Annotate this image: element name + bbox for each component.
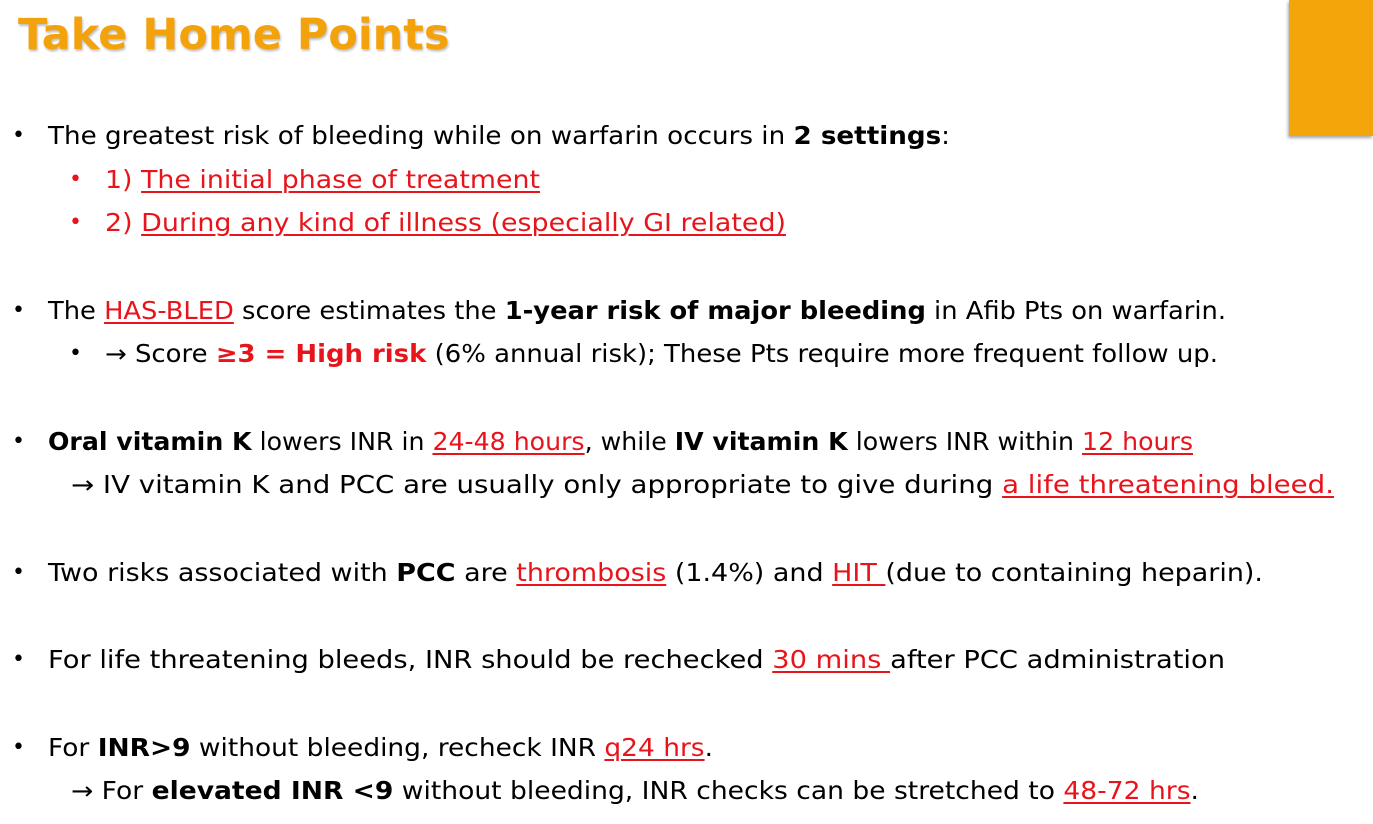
point-2-text: The HAS-BLED score estimates the 1-year risk of major bleeding in Afib Pts on warfarin. bbox=[48, 296, 1226, 325]
link-has-bled[interactable]: HAS-BLED bbox=[104, 296, 234, 325]
link-24-48-hours[interactable]: 24-48 hours bbox=[432, 427, 585, 456]
high-risk-threshold: ≥3 = High risk bbox=[215, 339, 427, 368]
point-3-sub: → IV vitamin K and PCC are usually only appropriate to give during a life threatening bleed. bbox=[71, 470, 1334, 499]
bullet-icon: • bbox=[12, 429, 25, 454]
link-q24-hrs[interactable]: q24 hrs bbox=[604, 733, 705, 762]
bullet-icon: • bbox=[12, 560, 25, 585]
arrow-right-icon: → bbox=[105, 339, 127, 368]
point-1-sub-1: 1) The initial phase of treatment bbox=[105, 165, 540, 194]
point-4-text: Two risks associated with PCC are thrombosis (1.4%) and HIT (due to containing heparin). bbox=[48, 558, 1263, 587]
point-2-sub: → Score ≥3 = High risk (6% annual risk); These Pts require more frequent follow up. bbox=[105, 339, 1218, 368]
link-30-mins[interactable]: 30 mins bbox=[772, 645, 891, 674]
bullet-icon: • bbox=[12, 647, 25, 672]
bullet-icon: • bbox=[69, 167, 82, 192]
bullet-icon: • bbox=[12, 298, 25, 323]
point-6-text: For INR>9 without bleeding, recheck INR q24 hrs. bbox=[48, 733, 713, 762]
point-5-text: For life threatening bleeds, INR should be rechecked 30 mins after PCC administration bbox=[48, 645, 1225, 674]
link-hit[interactable]: HIT bbox=[832, 558, 886, 587]
bullet-icon: • bbox=[12, 123, 25, 148]
point-1-sub-2: 2) During any kind of illness (especially GI related) bbox=[105, 208, 786, 237]
point-3-text: Oral vitamin K lowers INR in 24-48 hours, while IV vitamin K lowers INR within 12 hours bbox=[48, 427, 1193, 456]
point-6-sub: → For elevated INR <9 without bleeding, INR checks can be stretched to 48-72 hrs. bbox=[71, 776, 1199, 805]
slide-title: Take Home Points bbox=[18, 10, 450, 60]
bullet-icon: • bbox=[69, 341, 82, 366]
link-illness[interactable]: During any kind of illness (especially GI related) bbox=[141, 208, 786, 237]
link-life-threatening-bleed[interactable]: a life threatening bleed. bbox=[1002, 470, 1334, 499]
bullet-icon: • bbox=[12, 735, 25, 760]
link-thrombosis[interactable]: thrombosis bbox=[516, 558, 667, 587]
arrow-right-icon: → bbox=[71, 470, 95, 499]
bullet-icon: • bbox=[69, 210, 82, 235]
arrow-right-icon: → bbox=[71, 776, 94, 805]
accent-block bbox=[1289, 0, 1373, 136]
link-48-72-hrs[interactable]: 48-72 hrs bbox=[1063, 776, 1191, 805]
link-12-hours[interactable]: 12 hours bbox=[1082, 427, 1193, 456]
point-1-text: The greatest risk of bleeding while on warfarin occurs in 2 settings: bbox=[48, 121, 951, 150]
link-initial-phase[interactable]: The initial phase of treatment bbox=[141, 165, 540, 194]
